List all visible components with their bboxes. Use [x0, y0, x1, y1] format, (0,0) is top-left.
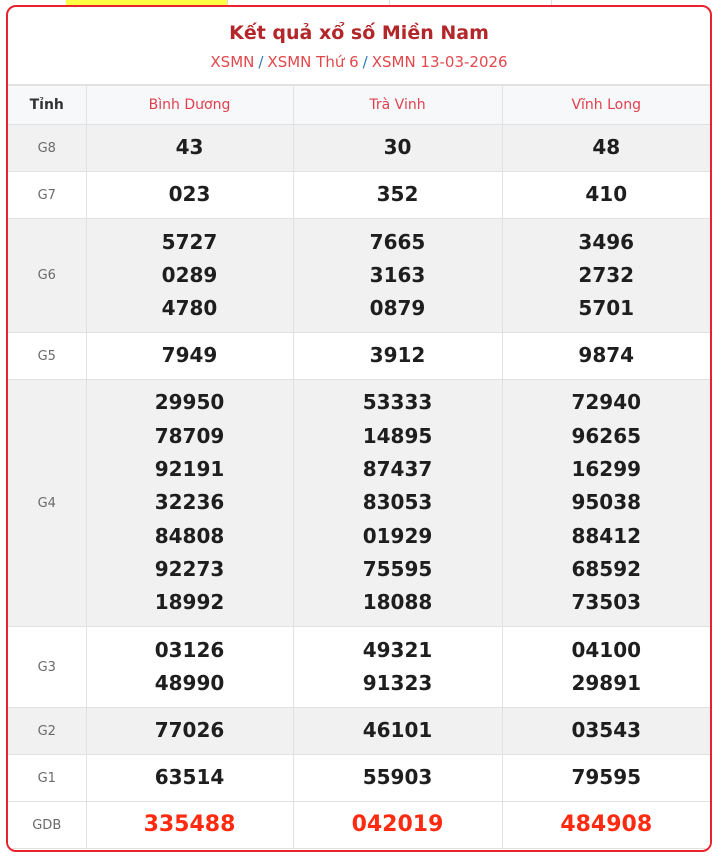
result-cell — [502, 627, 710, 708]
result-cell — [86, 219, 293, 333]
special-prize-number: 042019 — [351, 812, 444, 838]
results-card — [6, 5, 712, 852]
prize-label: G6 — [8, 219, 86, 333]
prize-number: 53333 — [362, 390, 433, 415]
prize-number: 410 — [585, 182, 628, 207]
prize-label: G4 — [8, 380, 86, 627]
result-cell — [86, 125, 293, 172]
prize-number: 7949 — [161, 343, 218, 368]
prize-number: 18088 — [362, 590, 433, 615]
province-label-header: Tỉnh — [8, 86, 86, 125]
prize-number: 29891 — [571, 671, 642, 695]
prize-number: 77026 — [154, 718, 225, 743]
special-prize-number: 335488 — [143, 812, 236, 838]
result-cell — [502, 172, 710, 219]
breadcrumb-separator: / — [258, 53, 264, 71]
card-header — [8, 7, 710, 85]
result-cell — [502, 219, 710, 333]
result-cell — [502, 755, 710, 802]
prize-number: 30 — [383, 135, 412, 160]
prize-number: 84808 — [154, 523, 225, 548]
result-cell — [86, 333, 293, 380]
prize-number: 2732 — [578, 262, 635, 287]
prize-label: G8 — [8, 125, 86, 172]
prize-label: G2 — [8, 708, 86, 755]
prize-number: 75595 — [362, 556, 433, 581]
prize-number: 92273 — [154, 556, 225, 581]
result-cell — [502, 333, 710, 380]
prize-number: 49321 — [362, 637, 433, 662]
prize-number: 95038 — [571, 490, 642, 515]
prize-number: 01929 — [362, 523, 433, 548]
prize-number: 63514 — [154, 765, 225, 790]
prize-number: 55903 — [362, 765, 433, 790]
prize-number: 96265 — [571, 423, 642, 448]
prize-number: 46101 — [362, 718, 433, 743]
prize-number: 3496 — [578, 229, 635, 254]
province-header-tra-vinh[interactable]: Trà Vinh — [293, 86, 502, 125]
result-cell — [86, 172, 293, 219]
prize-row-g7 — [8, 172, 710, 219]
prize-label: G5 — [8, 333, 86, 380]
result-cell — [86, 380, 293, 627]
prize-number: 72940 — [571, 390, 642, 415]
prize-number: 0289 — [161, 262, 218, 287]
prize-number: 023 — [168, 182, 211, 207]
prize-number: 14895 — [362, 423, 433, 448]
prize-label: G7 — [8, 172, 86, 219]
prize-number: 7665 — [369, 229, 426, 254]
prize-number: 0879 — [369, 296, 426, 321]
results-table — [8, 85, 710, 849]
prize-number: 16299 — [571, 457, 642, 482]
prize-number: 4780 — [161, 296, 218, 321]
result-cell — [86, 627, 293, 708]
province-header-vinh-long[interactable]: Vĩnh Long — [502, 86, 710, 125]
result-cell — [293, 125, 502, 172]
prize-number: 352 — [376, 182, 419, 207]
prize-number: 83053 — [362, 490, 433, 515]
result-cell — [86, 755, 293, 802]
prize-number: 91323 — [362, 671, 433, 695]
breadcrumb-xsmn-thu-6[interactable]: XSMN Thứ 6 — [267, 53, 359, 71]
result-cell — [293, 755, 502, 802]
prize-row-gdb — [8, 802, 710, 849]
prize-number: 5701 — [578, 296, 635, 321]
prize-number: 29950 — [154, 390, 225, 415]
prize-label: GDB — [8, 802, 86, 849]
province-header-binh-duong[interactable]: Bình Dương — [86, 86, 293, 125]
prize-row-g1 — [8, 755, 710, 802]
prize-row-g5 — [8, 333, 710, 380]
result-cell — [293, 333, 502, 380]
prize-number: 18992 — [154, 590, 225, 615]
result-cell — [293, 172, 502, 219]
prize-number: 9874 — [578, 343, 635, 368]
prize-number: 32236 — [154, 490, 225, 515]
result-cell — [86, 708, 293, 755]
result-cell — [293, 219, 502, 333]
prize-row-g6 — [8, 219, 710, 333]
result-cell — [502, 802, 710, 849]
result-cell — [293, 802, 502, 849]
result-cell — [502, 708, 710, 755]
prize-row-g8 — [8, 125, 710, 172]
prize-label: G3 — [8, 627, 86, 708]
prize-number: 3912 — [369, 343, 426, 368]
result-cell — [86, 802, 293, 849]
prize-row-g3 — [8, 627, 710, 708]
breadcrumb-xsmn[interactable]: XSMN — [210, 53, 255, 71]
prize-number: 92191 — [154, 457, 225, 482]
prize-number: 48 — [592, 135, 621, 160]
prize-number: 43 — [175, 135, 204, 160]
result-cell — [293, 627, 502, 708]
prize-number: 79595 — [571, 765, 642, 790]
breadcrumb-xsmn-date[interactable]: XSMN 13-03-2026 — [371, 53, 508, 71]
prize-label: G1 — [8, 755, 86, 802]
prize-number: 87437 — [362, 457, 433, 482]
prize-number: 73503 — [571, 590, 642, 615]
prize-number: 68592 — [571, 556, 642, 581]
result-cell — [293, 380, 502, 627]
prize-row-g2 — [8, 708, 710, 755]
prize-row-g4 — [8, 380, 710, 627]
breadcrumb — [8, 52, 710, 72]
result-cell — [502, 380, 710, 627]
prize-number: 04100 — [571, 637, 642, 662]
prize-number: 5727 — [161, 229, 218, 254]
prize-number: 88412 — [571, 523, 642, 548]
result-cell — [293, 708, 502, 755]
prize-number: 03126 — [154, 637, 225, 662]
prize-number: 3163 — [369, 262, 426, 287]
result-cell — [502, 125, 710, 172]
special-prize-number: 484908 — [560, 812, 653, 838]
breadcrumb-separator: / — [362, 53, 368, 71]
prize-number: 03543 — [571, 718, 642, 743]
page-title: Kết quả xổ số Miền Nam — [229, 22, 489, 44]
table-header-row — [8, 86, 710, 125]
prize-number: 48990 — [154, 671, 225, 695]
prize-number: 78709 — [154, 423, 225, 448]
